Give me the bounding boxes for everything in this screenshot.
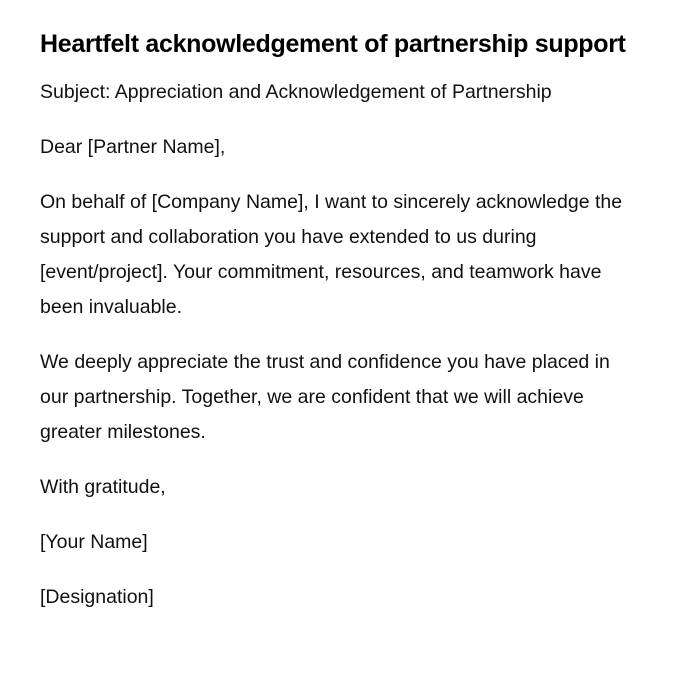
document-title: Heartfelt acknowledgement of partnership support bbox=[40, 30, 626, 58]
subject-line: Subject: Appreciation and Acknowledgement of Partnership bbox=[40, 81, 552, 103]
body-paragraph-1: On behalf of [Company Name], I want to sincerely acknowledge the support and collaboration you have extended to us during [event/project]. Your commitment, resources, and teamwork have been invaluable. bbox=[40, 191, 623, 318]
closing-line: With gratitude, bbox=[40, 476, 166, 498]
body-paragraph-2: We deeply appreciate the trust and confidence you have placed in our partnership. Together, we are confident that we will achieve greater milestones. bbox=[40, 351, 610, 443]
signature-designation: [Designation] bbox=[40, 586, 154, 608]
signature-name: [Your Name] bbox=[40, 531, 148, 553]
letter-document bbox=[40, 22, 640, 615]
salutation: Dear [Partner Name], bbox=[40, 136, 226, 158]
